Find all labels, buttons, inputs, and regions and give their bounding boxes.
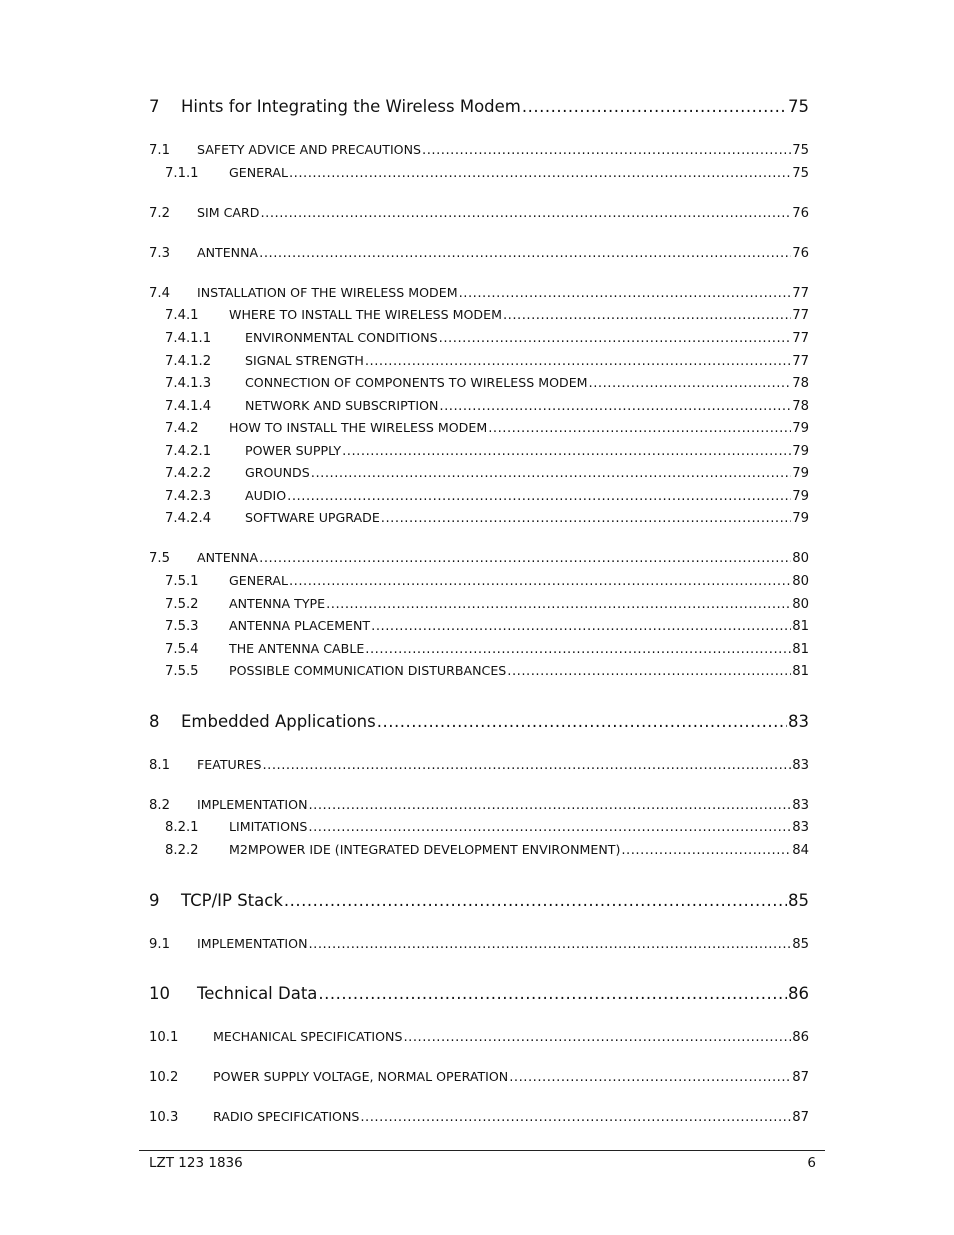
toc-entry[interactable] bbox=[149, 618, 809, 634]
toc-entry[interactable] bbox=[149, 641, 809, 657]
toc-entry[interactable] bbox=[149, 573, 809, 589]
toc-entry-number: 7.4 bbox=[149, 286, 170, 301]
toc-entry[interactable] bbox=[149, 1069, 809, 1085]
toc-entry-page: 81 bbox=[792, 642, 809, 657]
toc-entry-number: 8.2 bbox=[149, 798, 170, 813]
toc-entry-title: Embedded Applications bbox=[181, 712, 376, 731]
toc-leader-dots bbox=[371, 619, 791, 634]
toc-entry[interactable] bbox=[149, 353, 809, 369]
toc-entry-number: 8 bbox=[149, 712, 160, 731]
toc-entry-page: 79 bbox=[792, 444, 809, 459]
toc-entry-number: 10.3 bbox=[149, 1110, 179, 1125]
toc-entry-title: IMPLEMENTATION bbox=[197, 797, 308, 812]
toc-entry[interactable] bbox=[149, 891, 809, 910]
toc-leader-dots bbox=[262, 758, 791, 773]
toc-entry-title: THE ANTENNA CABLE bbox=[229, 641, 365, 656]
toc-leader-dots bbox=[342, 444, 791, 459]
toc-entry-number: 7.5.1 bbox=[165, 574, 199, 589]
toc-entry-number: 9 bbox=[149, 891, 160, 910]
toc-entry-page: 83 bbox=[792, 758, 809, 773]
toc-entry[interactable] bbox=[149, 819, 809, 835]
toc-entry[interactable] bbox=[149, 550, 809, 566]
toc-entry-title: ENVIRONMENTAL CONDITIONS bbox=[245, 330, 438, 345]
toc-leader-dots bbox=[439, 331, 792, 346]
toc-entry-page: 79 bbox=[792, 421, 809, 436]
toc-entry-number: 8.2.2 bbox=[165, 843, 199, 858]
toc-entry-number: 9.1 bbox=[149, 937, 170, 952]
toc-leader-dots bbox=[318, 984, 787, 1003]
toc-entry[interactable] bbox=[149, 984, 809, 1003]
toc-entry[interactable] bbox=[149, 712, 809, 731]
toc-entry-page: 78 bbox=[792, 399, 809, 414]
toc-entry-page: 77 bbox=[792, 331, 809, 346]
toc-entry-title: POWER SUPPLY bbox=[245, 443, 342, 458]
toc-entry[interactable] bbox=[149, 165, 809, 181]
toc-entry-title: Hints for Integrating the Wireless Modem bbox=[181, 97, 521, 116]
toc-entry[interactable] bbox=[149, 142, 809, 158]
toc-entry[interactable] bbox=[149, 285, 809, 301]
toc-entry-number: 7.4.2.4 bbox=[165, 511, 212, 526]
toc-entry-page: 75 bbox=[792, 166, 809, 181]
toc-entry[interactable] bbox=[149, 465, 809, 481]
toc-leader-dots bbox=[326, 597, 791, 612]
toc-entry-title: MECHANICAL SPECIFICATIONS bbox=[213, 1029, 403, 1044]
toc-leader-dots bbox=[522, 97, 787, 116]
toc-entry-title: GENERAL bbox=[229, 573, 288, 588]
toc-entry-title: HOW TO INSTALL THE WIRELESS MODEM bbox=[229, 420, 488, 435]
toc-entry-page: 80 bbox=[792, 551, 809, 566]
toc-entry-title: NETWORK AND SUBSCRIPTION bbox=[245, 398, 439, 413]
toc-entry-number: 7 bbox=[149, 97, 160, 116]
toc-entry-number: 7.4.2.1 bbox=[165, 444, 212, 459]
toc-entry-page: 77 bbox=[792, 308, 809, 323]
toc-entry[interactable] bbox=[149, 936, 809, 952]
toc-leader-dots bbox=[284, 891, 787, 910]
toc-leader-dots bbox=[381, 511, 791, 526]
toc-entry-number: 7.3 bbox=[149, 246, 170, 261]
toc-entry[interactable] bbox=[149, 797, 809, 813]
toc-entry-title: SOFTWARE UPGRADE bbox=[245, 510, 380, 525]
toc-entry-title: ANTENNA TYPE bbox=[229, 596, 326, 611]
toc-leader-dots bbox=[439, 399, 791, 414]
toc-entry-title: LIMITATIONS bbox=[229, 819, 308, 834]
toc-leader-dots bbox=[621, 843, 791, 858]
toc-leader-dots bbox=[260, 206, 791, 221]
toc-entry-page: 86 bbox=[788, 984, 809, 1003]
toc-entry-number: 7.1 bbox=[149, 143, 170, 158]
toc-entry[interactable] bbox=[149, 488, 809, 504]
toc-entry-number: 10.2 bbox=[149, 1070, 179, 1085]
toc-entry-number: 7.5.5 bbox=[165, 664, 199, 679]
toc-entry[interactable] bbox=[149, 443, 809, 459]
toc-entry-number: 7.4.1.4 bbox=[165, 399, 212, 414]
toc-entry-title: ANTENNA PLACEMENT bbox=[229, 618, 371, 633]
toc-entry[interactable] bbox=[149, 663, 809, 679]
toc-entry-page: 76 bbox=[792, 206, 809, 221]
toc-entry-page: 79 bbox=[792, 511, 809, 526]
toc-entry[interactable] bbox=[149, 330, 809, 346]
toc-leader-dots bbox=[403, 1030, 791, 1045]
toc-entry-title: M2MPOWER IDE (INTEGRATED DEVELOPMENT ENVIRONMENT) bbox=[229, 842, 621, 857]
toc-leader-dots bbox=[289, 166, 791, 181]
toc-entry-number: 7.4.1.3 bbox=[165, 376, 212, 391]
toc-entry-number: 8.1 bbox=[149, 758, 170, 773]
toc-entry-title: RADIO SPECIFICATIONS bbox=[213, 1109, 360, 1124]
toc-entry-number: 7.4.1 bbox=[165, 308, 199, 323]
toc-leader-dots bbox=[488, 421, 791, 436]
toc-entry[interactable] bbox=[149, 1109, 809, 1125]
toc-entry-number: 7.1.1 bbox=[165, 166, 199, 181]
toc-leader-dots bbox=[308, 937, 791, 952]
toc-entry-page: 85 bbox=[788, 891, 809, 910]
toc-leader-dots bbox=[507, 664, 791, 679]
toc-entry-page: 83 bbox=[788, 712, 809, 731]
toc-entry-title: SIM CARD bbox=[197, 205, 260, 220]
toc-leader-dots bbox=[311, 466, 791, 481]
toc-leader-dots bbox=[259, 246, 791, 261]
toc-leader-dots bbox=[589, 376, 792, 391]
toc-entry-page: 87 bbox=[792, 1110, 809, 1125]
toc-entry-page: 79 bbox=[792, 466, 809, 481]
toc-entry-page: 80 bbox=[792, 574, 809, 589]
toc-entry[interactable] bbox=[149, 97, 809, 116]
toc-entry[interactable] bbox=[149, 842, 809, 858]
toc-leader-dots bbox=[377, 712, 787, 731]
toc-entry[interactable] bbox=[149, 757, 809, 773]
toc-leader-dots bbox=[509, 1070, 791, 1085]
toc-entry[interactable] bbox=[149, 420, 809, 436]
toc-leader-dots bbox=[287, 489, 791, 504]
toc-entry-title: POWER SUPPLY VOLTAGE, NORMAL OPERATION bbox=[213, 1069, 509, 1084]
toc-entry[interactable] bbox=[149, 398, 809, 414]
toc-entry[interactable] bbox=[149, 307, 809, 323]
toc-entry-page: 79 bbox=[792, 489, 809, 504]
toc-entry-number: 7.5.2 bbox=[165, 597, 199, 612]
toc-entry-page: 77 bbox=[792, 354, 809, 369]
toc-entry[interactable] bbox=[149, 245, 809, 261]
toc-entry-page: 76 bbox=[792, 246, 809, 261]
toc-leader-dots bbox=[365, 354, 791, 369]
toc-leader-dots bbox=[459, 286, 792, 301]
toc-entry[interactable] bbox=[149, 375, 809, 391]
toc-leader-dots bbox=[360, 1110, 791, 1125]
toc-entry[interactable] bbox=[149, 1029, 809, 1045]
toc-entry-page: 81 bbox=[792, 664, 809, 679]
toc-entry-page: 80 bbox=[792, 597, 809, 612]
toc-entry-title: CONNECTION OF COMPONENTS TO WIRELESS MODEM bbox=[245, 375, 588, 390]
toc-entry-title: GROUNDS bbox=[245, 465, 310, 480]
toc-entry-title: WHERE TO INSTALL THE WIRELESS MODEM bbox=[229, 307, 502, 322]
toc-entry-number: 10.1 bbox=[149, 1030, 179, 1045]
toc-leader-dots bbox=[308, 798, 791, 813]
toc-entry-number: 7.4.2.2 bbox=[165, 466, 212, 481]
toc-entry-page: 78 bbox=[792, 376, 809, 391]
footer-doc-number: LZT 123 1836 bbox=[149, 1155, 243, 1171]
toc-entry-title: SIGNAL STRENGTH bbox=[245, 353, 364, 368]
toc-entry-title: SAFETY ADVICE AND PRECAUTIONS bbox=[197, 142, 422, 157]
toc-entry-title: ANTENNA bbox=[197, 550, 259, 565]
toc-entry-title: GENERAL bbox=[229, 165, 288, 180]
footer-divider bbox=[139, 1150, 825, 1151]
toc-leader-dots bbox=[365, 642, 791, 657]
toc-entry-number: 8.2.1 bbox=[165, 820, 199, 835]
toc-entry-number: 7.4.1.2 bbox=[165, 354, 212, 369]
toc-entry-page: 87 bbox=[792, 1070, 809, 1085]
toc-entry-page: 75 bbox=[792, 143, 809, 158]
toc-entry-number: 7.2 bbox=[149, 206, 170, 221]
toc-leader-dots bbox=[422, 143, 791, 158]
toc-leader-dots bbox=[259, 551, 791, 566]
toc-entry-page: 84 bbox=[792, 843, 809, 858]
toc-entry-title: POSSIBLE COMMUNICATION DISTURBANCES bbox=[229, 663, 507, 678]
toc-entry[interactable] bbox=[149, 205, 809, 221]
toc-entry-title: FEATURES bbox=[197, 757, 262, 772]
toc-entry-number: 10 bbox=[149, 984, 170, 1003]
toc-entry-page: 83 bbox=[792, 798, 809, 813]
toc-entry[interactable] bbox=[149, 510, 809, 526]
toc-entry-title: INSTALLATION OF THE WIRELESS MODEM bbox=[197, 285, 458, 300]
toc-entry-title: AUDIO bbox=[245, 488, 287, 503]
toc-entry-number: 7.5.3 bbox=[165, 619, 199, 634]
toc-entry-title: IMPLEMENTATION bbox=[197, 936, 308, 951]
toc-entry-title: TCP/IP Stack bbox=[181, 891, 283, 910]
toc-entry-title: Technical Data bbox=[197, 984, 318, 1003]
toc-entry-number: 7.4.2.3 bbox=[165, 489, 212, 504]
toc-entry-page: 77 bbox=[792, 286, 809, 301]
toc-entry-page: 85 bbox=[792, 937, 809, 952]
toc-entry-page: 75 bbox=[788, 97, 809, 116]
toc-leader-dots bbox=[503, 308, 791, 323]
toc-entry-number: 7.4.2 bbox=[165, 421, 199, 436]
toc-leader-dots bbox=[289, 574, 791, 589]
toc-entry-page: 86 bbox=[792, 1030, 809, 1045]
toc-entry-number: 7.5.4 bbox=[165, 642, 199, 657]
toc-entry-number: 7.5 bbox=[149, 551, 170, 566]
footer-page-number: 6 bbox=[807, 1155, 816, 1171]
toc-entry-title: ANTENNA bbox=[197, 245, 259, 260]
toc-entry[interactable] bbox=[149, 596, 809, 612]
toc-entry-number: 7.4.1.1 bbox=[165, 331, 212, 346]
toc-entry-page: 81 bbox=[792, 619, 809, 634]
toc-leader-dots bbox=[308, 820, 791, 835]
toc-entry-page: 83 bbox=[792, 820, 809, 835]
